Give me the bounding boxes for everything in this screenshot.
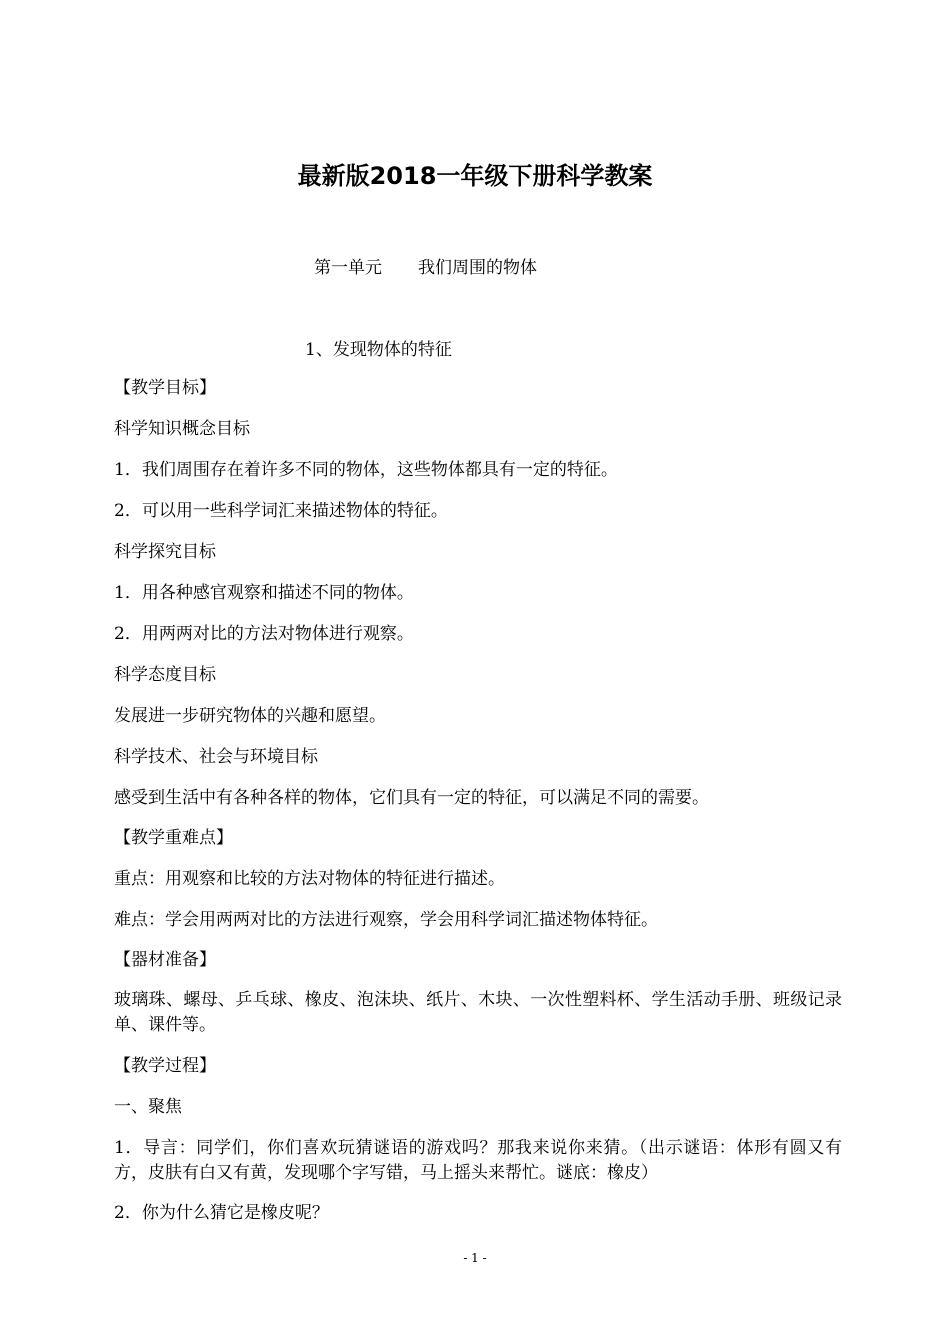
unit-heading <box>314 256 537 280</box>
subheading-attitude-goals: 科学态度目标 <box>114 665 216 685</box>
process-step-heading: 一、聚焦 <box>114 1097 182 1117</box>
materials-list: 玻璃珠、螺母、乒乓球、橡皮、泡沫块、纸片、木块、一次性塑料杯、学生活动手册、班级记录单、课件等。 <box>114 990 842 1035</box>
section-heading-materials: 【器材准备】 <box>114 950 216 970</box>
inquiry-goal-item: 1．用各种感官观察和描述不同的物体。 <box>114 583 414 603</box>
process-item: 2．你为什么猜它是橡皮呢？ <box>114 1203 329 1223</box>
page-number: - 1 - <box>463 1251 487 1265</box>
subheading-sts-goals: 科学技术、社会与环境目标 <box>114 747 318 767</box>
process-item: 1．导言：同学们，你们喜欢玩猜谜语的游戏吗？那我来说你来猜。（出示谜语：体形有圆又有方，皮肤有白又有黄，发现哪个字写错，马上摇头来帮忙。谜底：橡皮） <box>114 1138 842 1183</box>
document-title: 最新版2018一年级下册科学教案 <box>297 162 653 190</box>
unit-name: 我们周围的物体 <box>418 258 537 278</box>
knowledge-goal-item: 2．可以用一些科学词汇来描述物体的特征。 <box>114 501 448 521</box>
subheading-knowledge-goals: 科学知识概念目标 <box>114 419 250 439</box>
sts-goal-text: 感受到生活中有各种各样的物体，它们具有一定的特征，可以满足不同的需要。 <box>114 788 709 808</box>
lesson-title: 1、发现物体的特征 <box>305 340 452 360</box>
subheading-inquiry-goals: 科学探究目标 <box>114 542 216 562</box>
section-heading-process: 【教学过程】 <box>114 1056 216 1076</box>
unit-number: 第一单元 <box>314 258 382 278</box>
section-heading-key-points: 【教学重难点】 <box>114 828 233 848</box>
key-point-text: 重点：用观察和比较的方法对物体的特征进行描述。 <box>114 869 505 889</box>
knowledge-goal-item: 1．我们周围存在着许多不同的物体，这些物体都具有一定的特征。 <box>114 460 618 480</box>
difficult-point-text: 难点：学会用两两对比的方法进行观察，学会用科学词汇描述物体特征。 <box>114 910 658 930</box>
attitude-goal-text: 发展进一步研究物体的兴趣和愿望。 <box>114 706 386 726</box>
inquiry-goal-item: 2．用两两对比的方法对物体进行观察。 <box>114 624 414 644</box>
section-heading-objectives: 【教学目标】 <box>114 378 216 398</box>
